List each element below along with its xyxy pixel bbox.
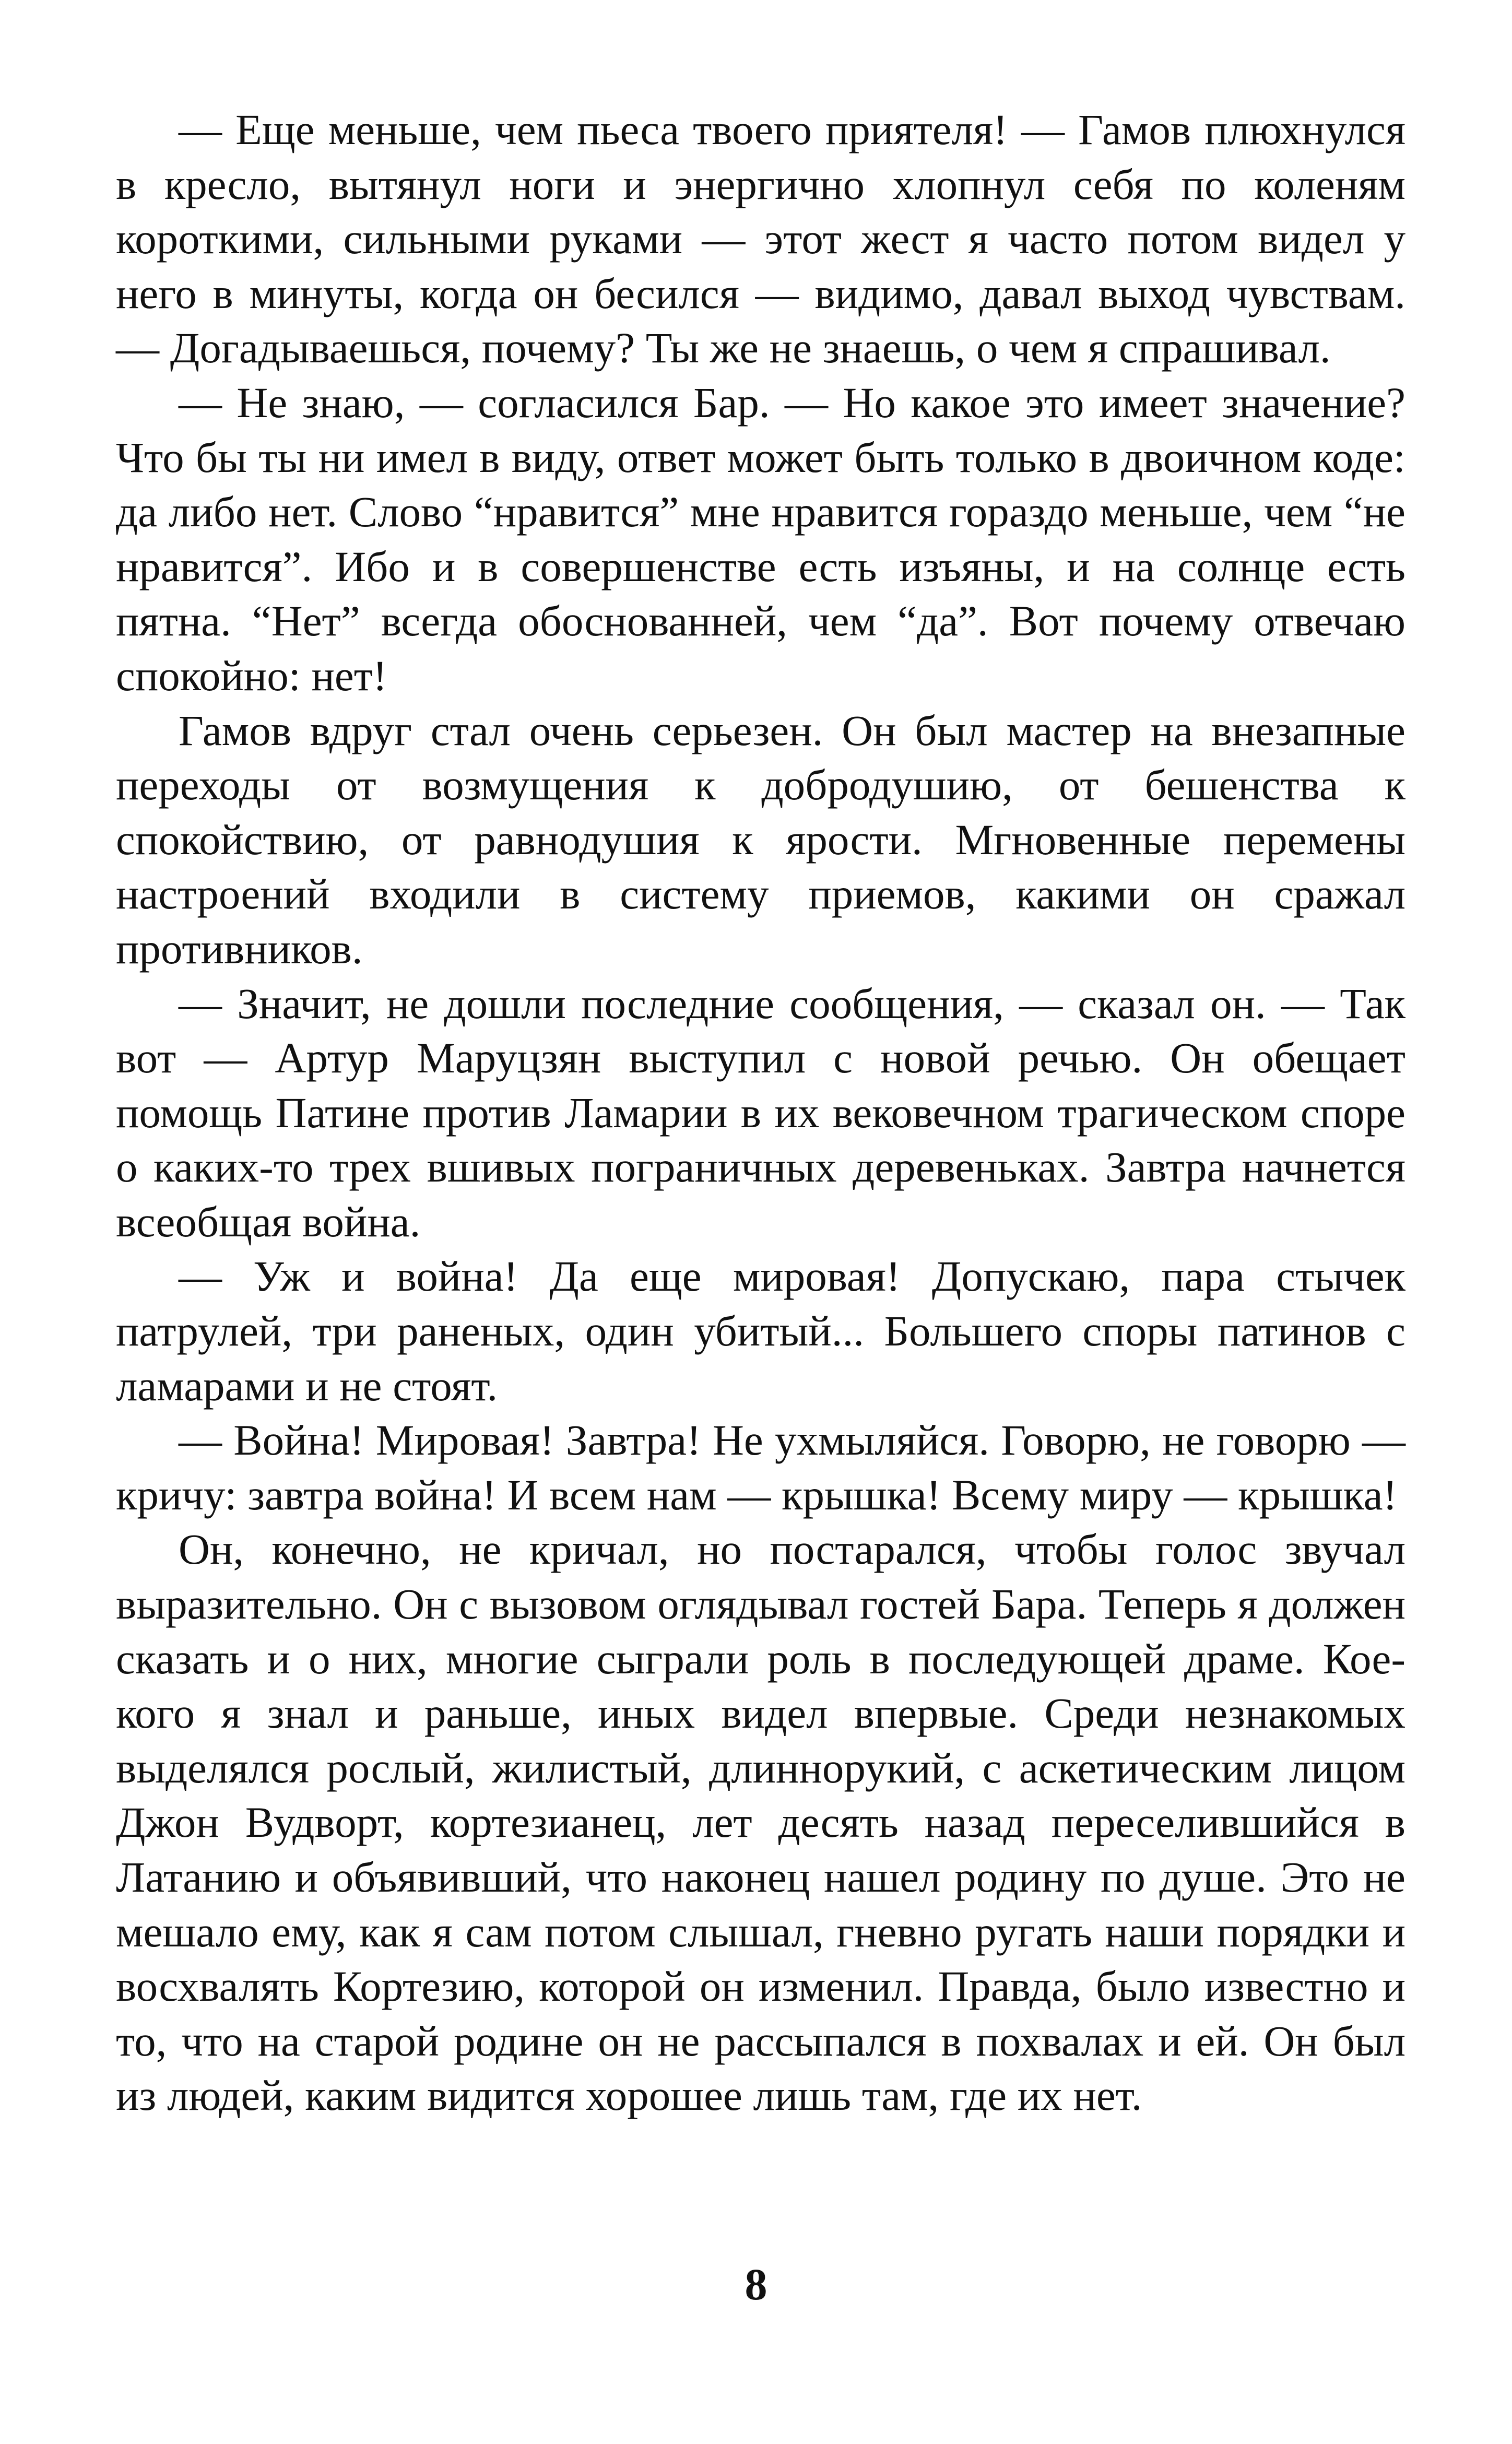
paragraph-2: — Не знаю, — согласился Бар. — Но какое это имеет значение? Что бы ты ни имел в виду, ответ может быть только в двоичном коде: да либо нет. Слово “нравится” мне нравится гораздо меньше, чем “не нравится”. Ибо и в совершенстве есть изъяны, и на солнце есть пятна. “Нет” всегда обоснованней, чем “да”. Вот почему отвечаю спокойно: нет! [116,378,1405,700]
paragraph-7: Он, конечно, не кричал, но постарался, чтобы голос звучал выразительно. Он с вызовом оглядывал гостей Бара. Теперь я должен сказать и о них, многие сыграли роль в последующей драме. Кое-кого я знал и раньше, иных видел впервые. Среди незнакомых выделялся рослый, жилистый, длиннорукий, с аскетическим лицом Джон Вудворт, кортезианец, лет десять назад переселившийся в Латанию и объявивший, что наконец нашел родину по душе. Это не мешало ему, как я сам потом слышал, гневно ругать наши порядки и восхвалять Кортезию, которой он изменил. Правда, было известно и то, что на старой родине он не рассыпался в похвалах и ей. Он был из людей, каким видится хорошее лишь там, где их нет. [116,1525,1405,2120]
paragraph-3: Гамов вдруг стал очень серьезен. Он был мастер на внезапные переходы от возмущения к добродушию, от бешенства к спокойствию, от равнодушия к ярости. Мгновенные перемены настроений входили в систему приемов, какими он сражал противников. [116,706,1405,973]
paragraph-1: — Еще меньше, чем пьеса твоего приятеля! — Гамов плюхнулся в кресло, вытянул ноги и энергично хлопнул себя по коленям короткими, сильными руками — этот жест я часто потом видел у него в минуты, когда он бесился — видимо, давал выход чувствам. — Догадываешься, почему? Ты же не знаешь, о чем я спрашивал. [116,105,1405,372]
paragraph-5: — Уж и война! Да еще мировая! Допускаю, пара стычек патрулей, три раненых, один убитый... Большего споры патинов с ламарами и не стоят. [116,1252,1405,1410]
page-number: 8 [745,2259,767,2309]
paragraph-4: — Значит, не дошли последние сообщения, — сказал он. — Так вот — Артур Маруцзян выступил с новой речью. Он обещает помощь Патине против Ламарии в их вековечном трагическом споре о каких-то трех вшивых пограничных деревеньках. Завтра начнется всеобщая война. [116,979,1405,1246]
paragraph-6: — Война! Мировая! Завтра! Не ухмыляйся. Говорю, не говорю — кричу: завтра война! И всем нам — крышка! Всему миру — крышка! [116,1416,1405,1519]
body-text [116,102,1405,2123]
